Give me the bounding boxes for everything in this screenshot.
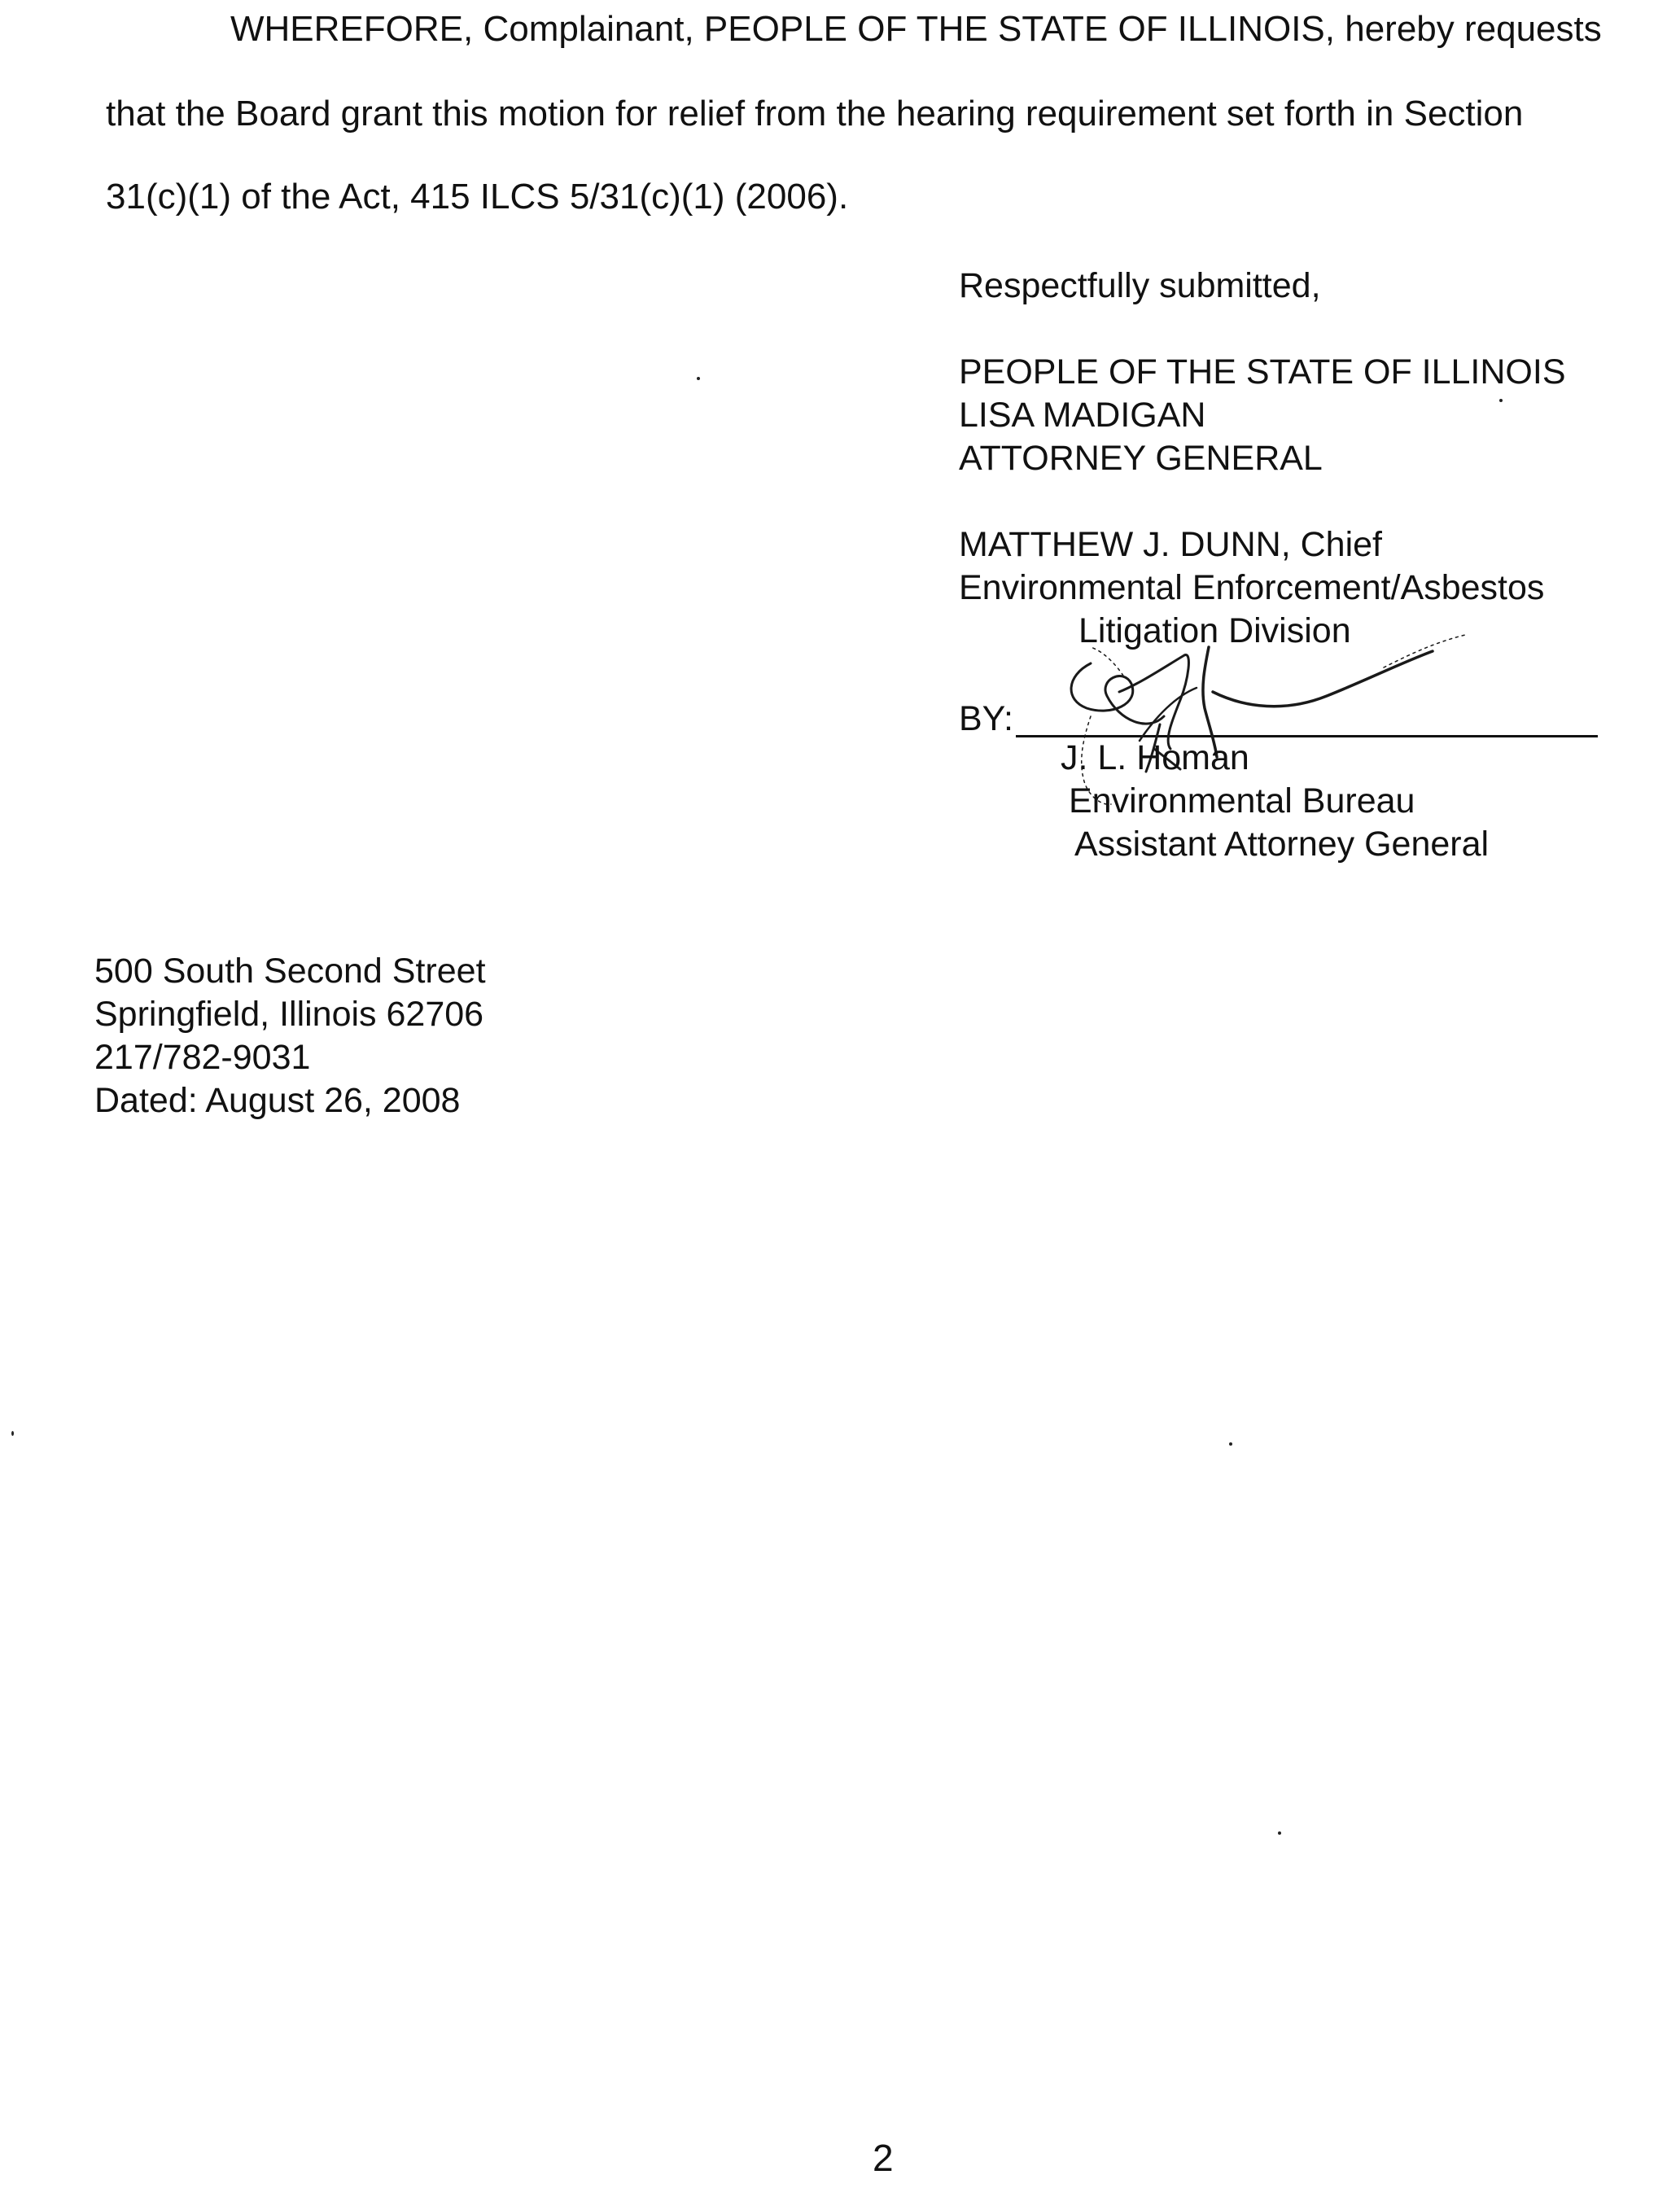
chief-line-3: Litigation Division xyxy=(1078,611,1351,650)
party-line-1: PEOPLE OF THE STATE OF ILLINOIS xyxy=(959,352,1566,392)
chief-line-1: MATTHEW J. DUNN, Chief xyxy=(959,525,1382,564)
scan-speck xyxy=(1499,399,1503,402)
paragraph-line-3: 31(c)(1) of the Act, 415 ILCS 5/31(c)(1) (2006). xyxy=(106,177,849,217)
address-phone: 217/782-9031 xyxy=(94,1038,311,1077)
party-line-2: LISA MADIGAN xyxy=(959,396,1206,435)
signer-name: J. L. Homan xyxy=(1061,738,1249,777)
address-dated: Dated: August 26, 2008 xyxy=(94,1081,461,1120)
address-street: 500 South Second Street xyxy=(94,952,486,991)
paragraph-line-2: that the Board grant this motion for relief from the hearing requirement set forth in Section xyxy=(106,94,1524,133)
signer-bureau: Environmental Bureau xyxy=(1069,781,1415,820)
chief-line-2: Environmental Enforcement/Asbestos xyxy=(959,568,1545,607)
signer-title: Assistant Attorney General xyxy=(1074,825,1490,864)
scan-speck xyxy=(11,1431,14,1436)
scan-speck xyxy=(1278,1831,1281,1835)
paragraph-line-1: WHEREFORE, Complainant, PEOPLE OF THE STATE OF ILLINOIS, hereby requests xyxy=(230,9,1602,49)
closing-text: Respectfully submitted, xyxy=(959,266,1321,305)
page-number: 2 xyxy=(873,2137,894,2179)
address-city: Springfield, Illinois 62706 xyxy=(94,995,484,1034)
scan-speck xyxy=(697,377,700,380)
party-line-3: ATTORNEY GENERAL xyxy=(959,439,1323,478)
by-label: BY: xyxy=(959,699,1013,738)
scan-speck xyxy=(1229,1442,1232,1446)
